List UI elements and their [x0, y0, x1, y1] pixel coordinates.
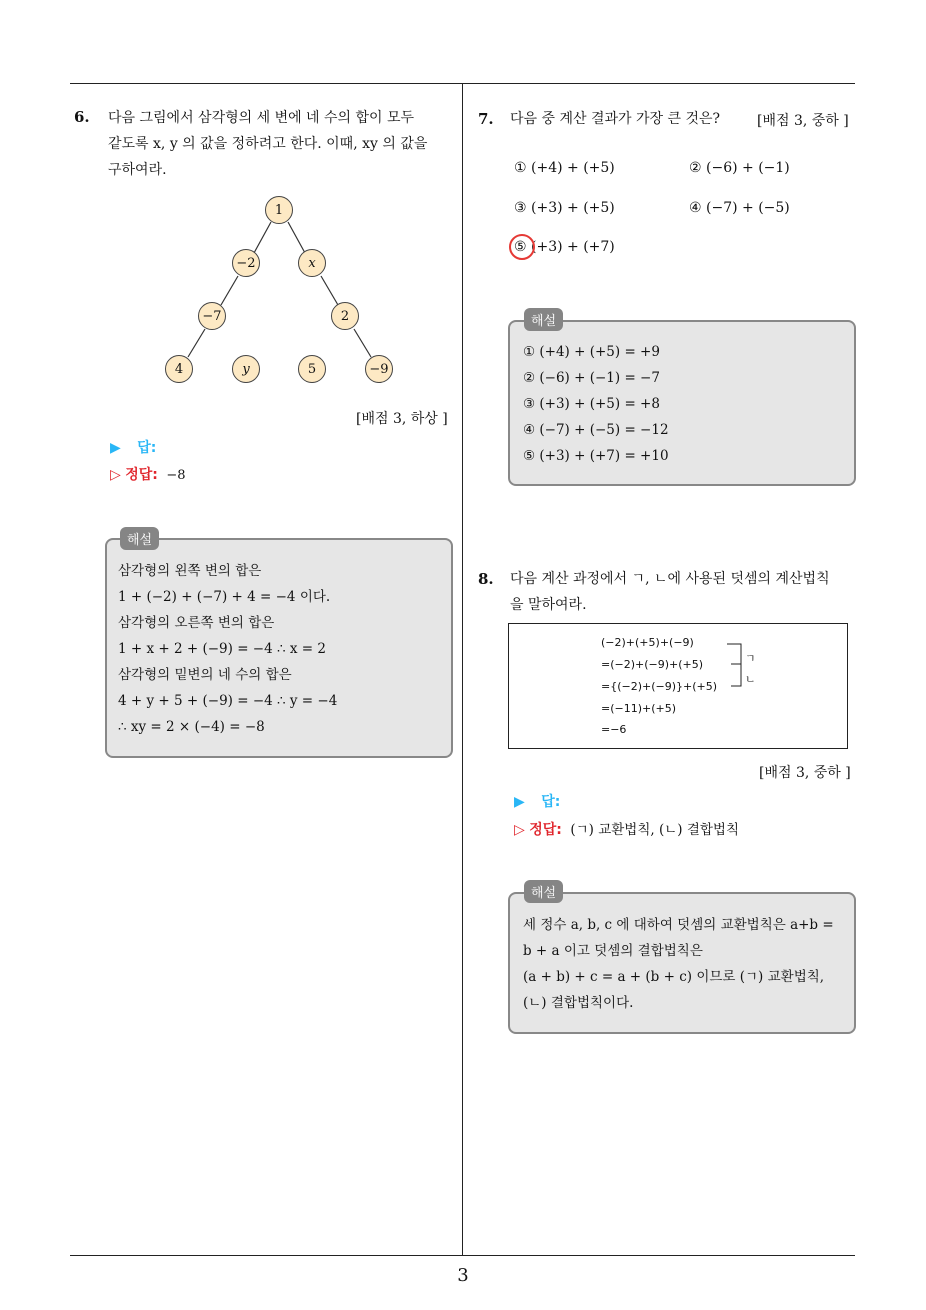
triangle-node-right2: 2	[331, 302, 359, 330]
q8-correct-value: (ㄱ) 교환법칙, (ㄴ) 결합법칙	[570, 822, 739, 838]
q6-answer-row	[110, 437, 156, 457]
selected-answer-circle-icon	[509, 234, 535, 260]
q6-expl-line: 삼각형의 왼쪽 변의 합은	[118, 563, 262, 579]
q8-expl-line: b + a 이고 덧셈의 결합법칙은	[523, 943, 703, 959]
q7-choice-2: ② (−6) + (−1)	[689, 160, 790, 176]
q8-explanation-tag: 해설	[524, 880, 563, 903]
q6-expl-line: ∴ xy = 2 × (−4) = −8	[118, 719, 265, 735]
q7-explanation-tag: 해설	[524, 308, 563, 331]
triangle-node-top: 1	[265, 196, 293, 224]
outline-triangle-icon: ▷	[514, 822, 525, 838]
q8-score: [배점 3, 중하 ]	[759, 765, 851, 781]
q6-expl-line: 삼각형의 오른쪽 변의 합은	[118, 615, 275, 631]
q6-explanation-box	[105, 538, 453, 758]
q6-question-line3: 구하여라.	[108, 162, 167, 178]
q7-expl-line: ⑤ (+3) + (+7) = +10	[523, 448, 669, 464]
q7-question: 다음 중 계산 결과가 가장 큰 것은?	[510, 111, 721, 127]
q8-answer-row	[514, 791, 560, 811]
q6-correct-row	[110, 464, 186, 484]
q8-box-line: =(−11)+(+5)	[601, 702, 677, 715]
q6-correct-value: −8	[166, 468, 186, 483]
q6-question-line2: 같도록 x, y 의 값을 정하려고 한다. 이때, xy 의 값을	[108, 136, 428, 152]
q8-correct-row	[514, 818, 739, 839]
triangle-node-bottom4: −9	[365, 355, 393, 383]
q8-expl-line: 세 정수 a, b, c 에 대하여 덧셈의 교환법칙은 a+b =	[523, 917, 834, 933]
q8-box-line: =(−2)+(−9)+(+5)	[601, 658, 704, 671]
q7-explanation-box	[508, 320, 856, 486]
q6-expl-line: 1 + (−2) + (−7) + 4 = −4 이다.	[118, 589, 331, 605]
edge	[188, 329, 205, 357]
q6-question-line1: 다음 그림에서 삼각형의 세 변에 네 수의 합이 모두	[108, 110, 415, 126]
q8-box-tag-nieun: ㄴ	[745, 673, 756, 686]
q6-expl-line: 삼각형의 밑변의 네 수의 합은	[118, 667, 292, 683]
q6-correct-label: 정답:	[125, 467, 158, 483]
q7-expl-line: ④ (−7) + (−5) = −12	[523, 422, 669, 438]
q6-explanation-body	[118, 558, 337, 740]
q7-choice-4: ④ (−7) + (−5)	[689, 200, 790, 216]
triangle-node-left2: −7	[198, 302, 226, 330]
q7-expl-line: ① (+4) + (+5) = +9	[523, 344, 660, 360]
q8-expl-line: (a + b) + c = a + (b + c) 이므로 (ㄱ) 교환법칙,	[523, 969, 825, 985]
edge	[321, 276, 338, 305]
edge	[254, 222, 271, 253]
triangle-node-bottom1: 4	[165, 355, 193, 383]
q6-explanation-tag: 해설	[120, 527, 159, 550]
triangle-node-left1: −2	[232, 249, 260, 277]
q8-calculation-box	[508, 623, 848, 749]
q8-answer-label: 답:	[541, 794, 561, 810]
page-number: 3	[457, 1265, 469, 1286]
q8-question	[510, 566, 830, 618]
q6-score: [배점 3, 하상 ]	[356, 411, 448, 427]
q8-question-line2: 을 말하여라.	[510, 597, 587, 613]
q7-choice-5: ⑤ (+3) + (+7)	[514, 239, 615, 255]
edge	[288, 222, 305, 253]
q7-expl-line: ② (−6) + (−1) = −7	[523, 370, 660, 386]
edge	[354, 329, 371, 357]
triangle-node-bottom3: 5	[298, 355, 326, 383]
q7-choice-3: ③ (+3) + (+5)	[514, 200, 615, 216]
q8-explanation-box	[508, 892, 856, 1034]
q7-choice-1: ① (+4) + (+5)	[514, 160, 615, 176]
edge	[221, 276, 238, 305]
play-triangle-icon: ▶	[110, 440, 121, 456]
q8-box-line: (−2)+(+5)+(−9)	[601, 636, 694, 649]
q8-explanation-body	[523, 912, 834, 1016]
q8-box-line: =−6	[601, 723, 627, 736]
q8-correct-label: 정답:	[529, 822, 562, 838]
q7-score: [배점 3, 중하 ]	[757, 113, 849, 129]
q8-number: 8.	[478, 570, 494, 588]
q7-explanation-body	[523, 339, 669, 469]
triangle-node-right1: x	[298, 249, 326, 277]
q8-box-line: ={(−2)+(−9)}+(+5)	[601, 680, 718, 693]
triangle-node-bottom2: y	[232, 355, 260, 383]
outline-triangle-icon: ▷	[110, 467, 121, 483]
q7-expl-line: ③ (+3) + (+5) = +8	[523, 396, 660, 412]
q8-expl-line: (ㄴ) 결합법칙이다.	[523, 995, 634, 1011]
play-triangle-icon: ▶	[514, 794, 525, 810]
q6-expl-line: 4 + y + 5 + (−9) = −4 ∴ y = −4	[118, 693, 338, 709]
q7-number: 7.	[478, 110, 494, 128]
q8-box-tag-giyeok: ㄱ	[745, 652, 756, 665]
q6-number: 6.	[74, 108, 90, 126]
q8-question-line1: 다음 계산 과정에서 ㄱ, ㄴ에 사용된 덧셈의 계산법칙	[510, 571, 830, 587]
q6-expl-line: 1 + x + 2 + (−9) = −4 ∴ x = 2	[118, 641, 326, 657]
q6-answer-label: 답:	[137, 440, 157, 456]
